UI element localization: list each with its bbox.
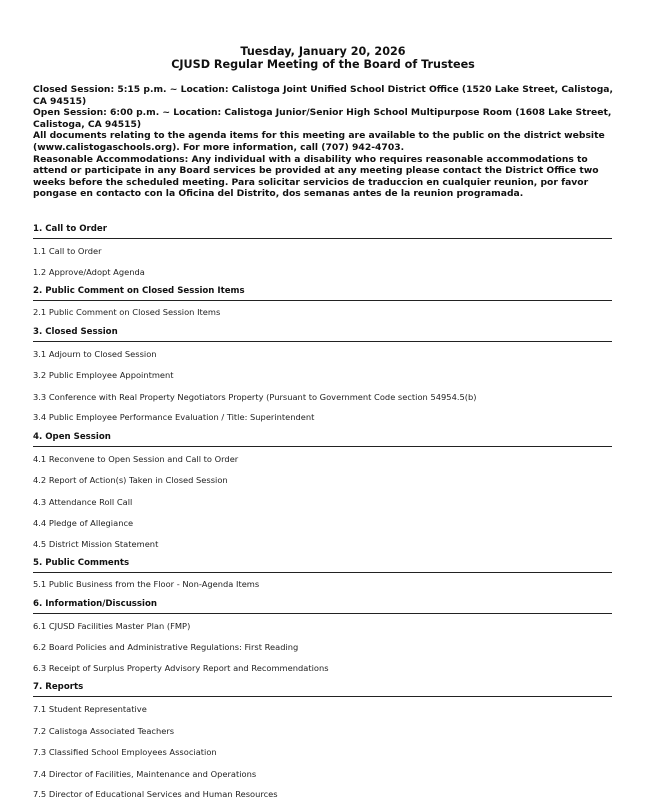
meeting-date: Tuesday, January 20, 2026 xyxy=(240,45,406,58)
agenda-item: 3.3 Conference with Real Property Negotiators Property (Pursuant to Government Code section 54954.5(b) xyxy=(33,391,477,402)
agenda-item: 5.1 Public Business from the Floor - Non-Agenda Items xyxy=(33,579,260,589)
agenda-item: 7.2 Calistoga Associated Teachers xyxy=(33,725,175,736)
agenda-item: 7.4 Director of Facilities, Maintenance and Operations xyxy=(33,768,257,779)
agenda-item: 3.2 Public Employee Appointment xyxy=(33,370,174,380)
open-session-info: Open Session: 6:00 p.m. ~ Location: Calistoga Junior/Senior High School Multipurpose Room (1608 Lake Street, Calistoga, CA 94515) xyxy=(33,107,612,130)
agenda-section-header: 6. Information/Discussion xyxy=(33,596,612,614)
meeting-header xyxy=(0,45,646,71)
documents-info: All documents relating to the agenda items for this meeting are available to the public on the district website (www.calistogaschools.org). For more information, call (707) 942-4703. xyxy=(33,130,605,153)
agenda-item: 4.2 Report of Action(s) Taken in Closed Session xyxy=(33,475,228,485)
agenda-section-header: 1. Call to Order xyxy=(33,221,612,239)
agenda-item: 3.4 Public Employee Performance Evaluation / Title: Superintendent xyxy=(33,412,315,422)
agenda-section-header: 3. Closed Session xyxy=(33,324,612,342)
agenda-item: 1.1 Call to Order xyxy=(33,246,102,256)
agenda-list xyxy=(33,221,612,806)
agenda-item: 4.1 Reconvene to Open Session and Call to Order xyxy=(33,453,239,464)
closed-session-info: Closed Session: 5:15 p.m. ~ Location: Calistoga Joint Unified School District Office (1520 Lake Street, Calistoga, CA 94515) xyxy=(33,84,613,107)
meeting-info xyxy=(33,84,623,200)
agenda-item: 4.3 Attendance Roll Call xyxy=(33,496,133,507)
agenda-item: 6.1 CJUSD Facilities Master Plan (FMP) xyxy=(33,620,191,631)
agenda-item: 6.2 Board Policies and Administrative Regulations: First Reading xyxy=(33,642,299,652)
agenda-item: 1.2 Approve/Adopt Agenda xyxy=(33,266,145,277)
agenda-section-header: 7. Reports xyxy=(33,679,612,697)
agenda-item: 7.5 Director of Educational Services and Human Resources xyxy=(33,789,278,799)
agenda-section-header: 4. Open Session xyxy=(33,429,612,447)
agenda-item: 6.3 Receipt of Surplus Property Advisory Report and Recommendations xyxy=(33,662,329,673)
agenda-section-header: 5. Public Comments xyxy=(33,555,612,573)
agenda-item: 4.5 District Mission Statement xyxy=(33,538,159,549)
agenda-item: 4.4 Pledge of Allegiance xyxy=(33,518,134,528)
agenda-item: 7.1 Student Representative xyxy=(33,704,147,714)
meeting-title: CJUSD Regular Meeting of the Board of Trustees xyxy=(171,58,475,71)
agenda-section-header: 2. Public Comment on Closed Session Items xyxy=(33,283,612,301)
agenda-item: 2.1 Public Comment on Closed Session Items xyxy=(33,307,221,317)
agenda-item: 7.3 Classified School Employees Association xyxy=(33,747,217,757)
accommodations-info: Reasonable Accommodations: Any individual with a disability who requires reasonable accommodations to attend or participate in any Board services be provided at any meeting please contact the District Office two weeks before the scheduled meeting. Para solicitar servicios de traduccion en cualquier reunion, por favor pongase en contacto con la Oficina del Distrito, dos semanas antes de la reunion programada. xyxy=(33,153,599,200)
agenda-item: 3.1 Adjourn to Closed Session xyxy=(33,348,157,359)
